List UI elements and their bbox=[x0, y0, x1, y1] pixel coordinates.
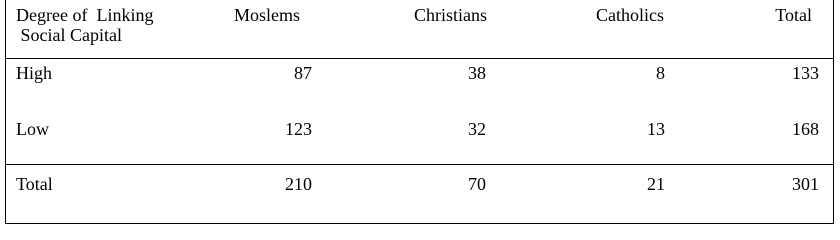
cell-total-moslems: 210 bbox=[285, 174, 312, 194]
row-label-total: Total bbox=[16, 174, 53, 194]
cell-low-catholics: 13 bbox=[647, 119, 665, 139]
cell-low-total: 168 bbox=[792, 119, 819, 139]
linking-social-capital-table bbox=[5, 0, 834, 224]
cell-high-christians: 38 bbox=[468, 63, 486, 83]
header-degree-label bbox=[16, 5, 236, 45]
header-divider bbox=[6, 58, 833, 59]
header-degree-line2: Social Capital bbox=[16, 25, 122, 45]
cell-low-christians: 32 bbox=[468, 119, 486, 139]
header-total: Total bbox=[775, 5, 812, 25]
header-moslems: Moslems bbox=[234, 5, 301, 25]
cell-total-total: 301 bbox=[792, 174, 819, 194]
total-divider bbox=[6, 164, 833, 165]
cell-total-christians: 70 bbox=[468, 174, 486, 194]
cell-low-moslems: 123 bbox=[285, 119, 312, 139]
header-christians: Christians bbox=[414, 5, 488, 25]
header-catholics: Catholics bbox=[596, 5, 664, 25]
row-label-low: Low bbox=[16, 119, 49, 139]
header-degree-line1: Degree of Linking bbox=[16, 5, 154, 25]
row-label-high: High bbox=[16, 63, 52, 83]
cell-high-moslems: 87 bbox=[294, 63, 312, 83]
cell-total-catholics: 21 bbox=[647, 174, 665, 194]
cell-high-catholics: 8 bbox=[656, 63, 665, 83]
cell-high-total: 133 bbox=[792, 63, 819, 83]
